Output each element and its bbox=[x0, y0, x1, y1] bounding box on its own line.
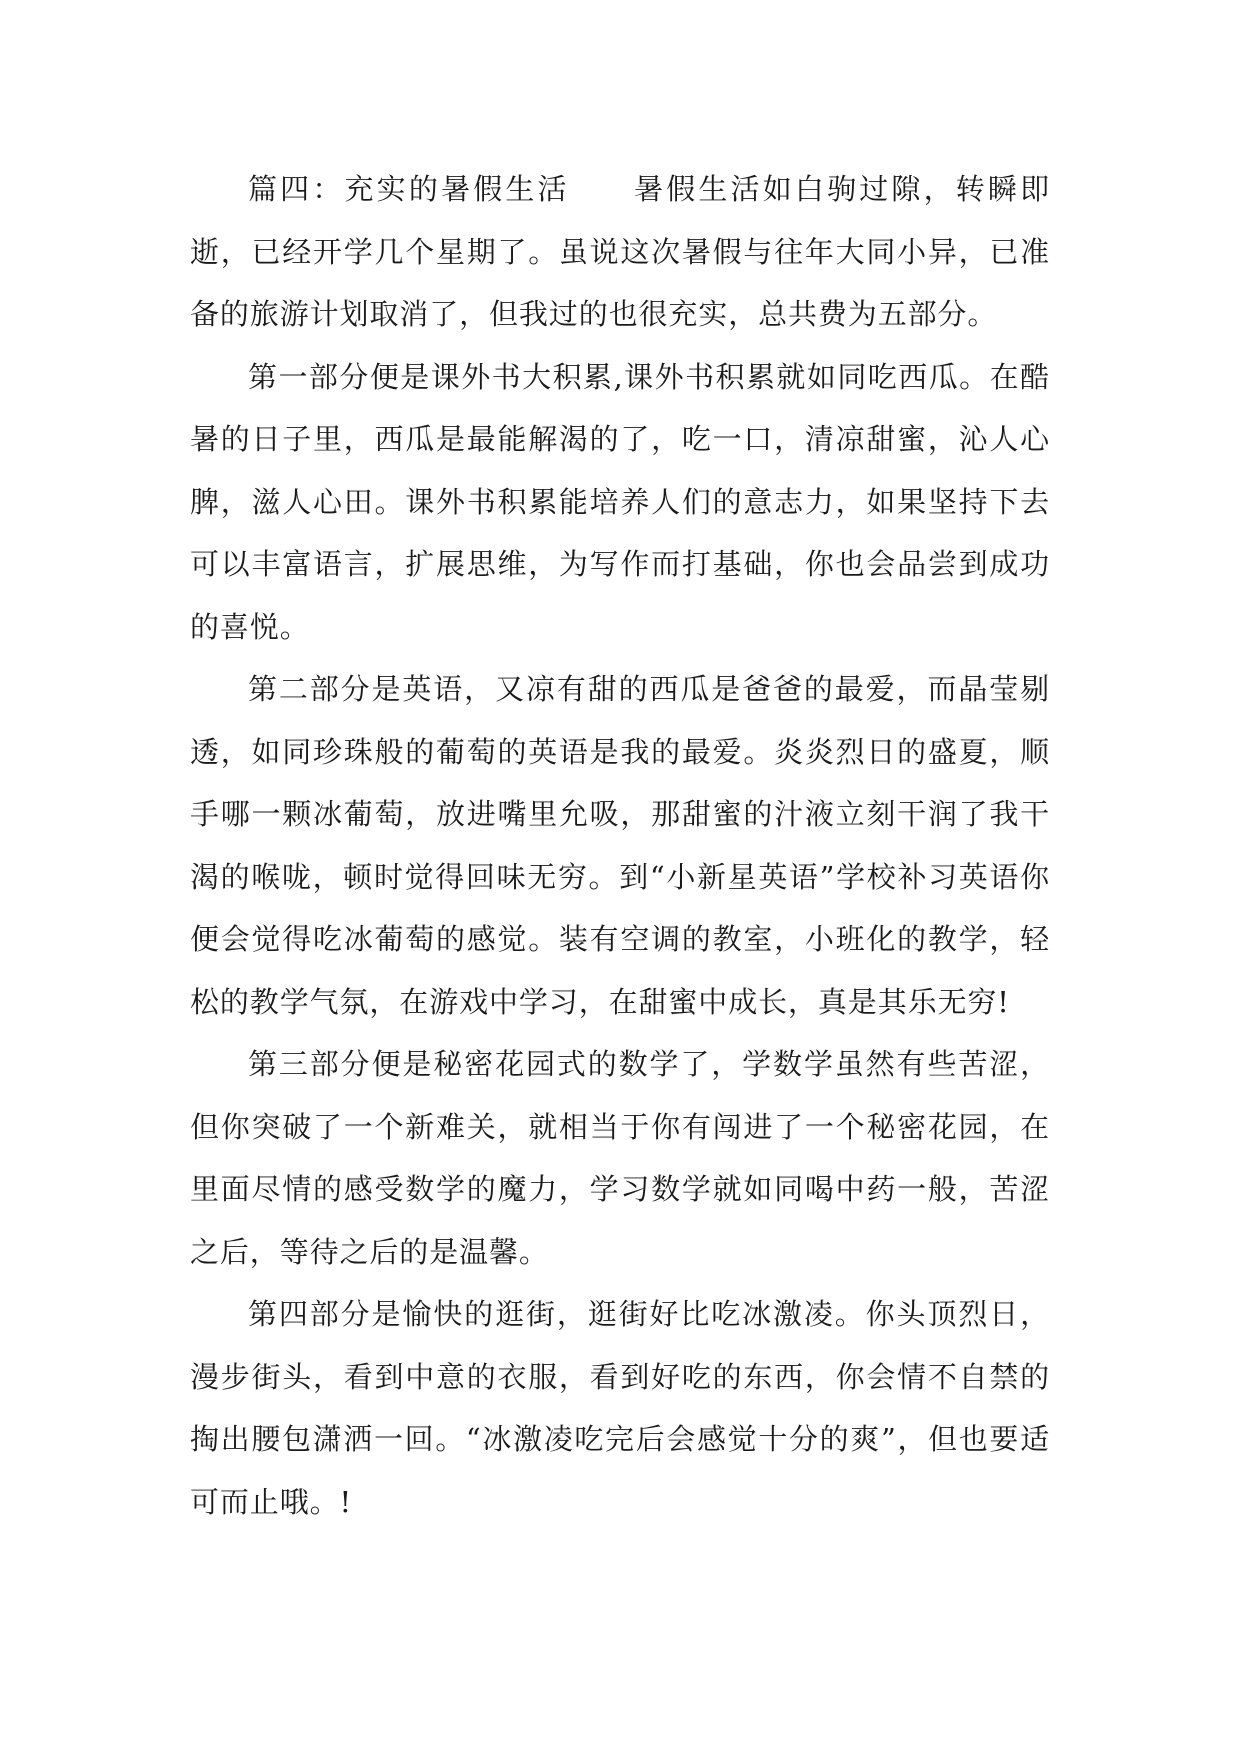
paragraph-part-one: 第一部分便是课外书大积累,课外书积累就如同吃西瓜。在酷暑的日子里，西瓜是最能解渴的了，吃一口，清凉甜蜜，沁人心脾，滋人心田。课外书积累能培养人们的意志力，如果坚持下去可以丰富语言，扩展思维，为写作而打基础，你也会品尝到成功的喜悦。 bbox=[190, 359, 1050, 644]
paragraph-part-two: 第二部分是英语，又凉有甜的西瓜是爸爸的最爱，而晶莹剔透，如同珍珠般的葡萄的英语是我的最爱。炎炎烈日的盛夏，顺手哪一颗冰葡萄，放进嘴里允吸，那甜蜜的汁液立刻干润了我干渴的喉咙，顿时觉得回味无穷。到“小新星英语”学校补习英语你便会觉得吃冰葡萄的感觉。装有空调的教室，小班化的教学，轻松的教学气氛，在游戏中学习，在甜蜜中成长，真是其乐无穷! bbox=[190, 672, 1050, 1019]
article-body bbox=[190, 158, 1050, 1533]
paragraph-intro: 篇四：充实的暑假生活 暑假生活如白驹过隙，转瞬即逝，已经开学几个星期了。虽说这次暑假与往年大同小异，已准备的旅游计划取消了，但我过的也很充实，总共费为五部分。 bbox=[190, 172, 1050, 331]
paragraph-part-three: 第三部分便是秘密花园式的数学了，学数学虽然有些苦涩，但你突破了一个新难关，就相当于你有闯进了一个秘密花园，在里面尽情的感受数学的魔力，学习数学就如同喝中药一般，苦涩之后，等待之后的是温馨。 bbox=[190, 1047, 1050, 1269]
paragraph-part-four: 第四部分是愉快的逛街，逛街好比吃冰激凌。你头顶烈日，漫步街头，看到中意的衣服，看到好吃的东西，你会情不自禁的掏出腰包潇洒一回。“冰激凌吃完后会感觉十分的爽”，但也要适可而止哦。! bbox=[190, 1297, 1050, 1519]
